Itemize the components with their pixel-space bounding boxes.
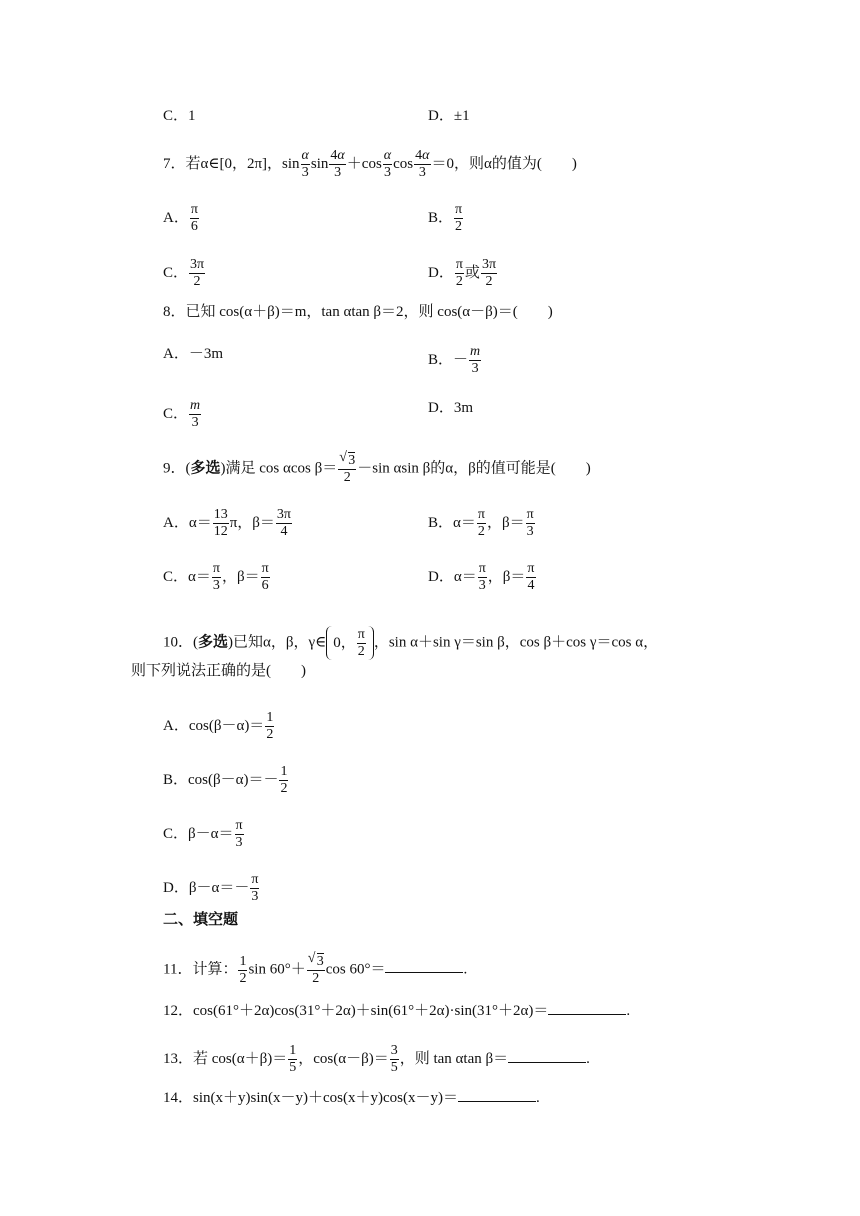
q9-option-d: D．α＝ $\frac{\pi}{3}$ ，β＝ $\frac{\pi}{4}$ bbox=[428, 561, 535, 593]
q9-stem: 9．(多选)满足 cos αcos β＝ √ $\frac{3}{2}$ －sin αsin β的α，β的值可能是( ) bbox=[163, 452, 591, 486]
q9-option-b: B．α＝ $\frac{\pi}{2}$ ，β＝ $\frac{\pi}{3}$ bbox=[428, 507, 534, 539]
interval-bracket: 0， $\frac{\pi}{2}$ bbox=[326, 626, 374, 660]
q10-option-d: D．β－α＝－ $\frac{\pi}{3}$ bbox=[163, 872, 259, 904]
section-heading-fill-in: 二、填空题 bbox=[163, 912, 239, 928]
q10-stem-line1: 10．(多选)已知α，β，γ∈ 0， $\frac{\pi}{2}$ ，sin α＋sin γ＝sin β，cos β＋cos γ＝cos α， bbox=[163, 627, 659, 660]
q9-option-a: A．α＝ $\frac{13}{12}$ π，β＝ $\frac{3\pi}{4}$ bbox=[163, 507, 291, 539]
q7-option-b: B． $\frac{\pi}{2}$ bbox=[428, 202, 463, 234]
answer-blank[interactable] bbox=[385, 958, 463, 973]
q10-option-a: A．cos(β－α)＝ $\frac{1}{2}$ bbox=[163, 710, 274, 742]
q8-option-d: D．3m bbox=[428, 400, 474, 416]
q8-option-a: A．－3m bbox=[163, 346, 224, 362]
q8-stem: 8．已知 cos(α＋β)＝m，tan αtan β＝2，则 cos(α－β)＝( ) bbox=[163, 304, 553, 320]
q9-option-c: C．α＝ $\frac{\pi}{3}$ ，β＝ $\frac{\pi}{6}$ bbox=[163, 561, 269, 593]
q10-option-c: C．β－α＝ $\frac{\pi}{3}$ bbox=[163, 818, 243, 850]
q14: 14．sin(x＋y)sin(x－y)＋cos(x＋y)cos(x－y)＝ . bbox=[163, 1087, 540, 1108]
q10-stem-line2: 则下列说法正确的是( ) bbox=[131, 663, 306, 679]
answer-blank[interactable] bbox=[458, 1087, 536, 1102]
answer-blank[interactable] bbox=[548, 1000, 626, 1015]
q6-option-c: C．1 bbox=[163, 108, 196, 124]
answer-blank[interactable] bbox=[508, 1048, 586, 1063]
q10-option-b: B．cos(β－α)＝－ $\frac{1}{2}$ bbox=[163, 764, 288, 796]
q7-option-d: D． $\frac{\pi}{2}$ 或 $\frac{3\pi}{2}$ bbox=[428, 257, 497, 289]
q6-option-d: D．±1 bbox=[428, 108, 470, 124]
q7-option-c: C． $\frac{3\pi}{2}$ bbox=[163, 257, 205, 289]
q8-option-b: B．－ $\frac{m}{3}$ bbox=[428, 344, 481, 376]
q7-option-a: A． $\frac{\pi}{6}$ bbox=[163, 202, 198, 234]
q11: 11．计算： $\frac{1}{2}$ sin 60°＋ √ $\frac{3}{2}$ cos 60°＝ . bbox=[163, 953, 467, 987]
q8-option-c: C． $\frac{m}{3}$ bbox=[163, 398, 201, 430]
q7-stem: 7．若α∈[0，2π]，sin $\frac{\alpha}{3}$ sin $\frac{4\alpha}{3}$ ＋cos $\frac{\alpha}{3}$ cos $\frac{4\alpha}{3}$ ＝0，则α的值为( ) bbox=[163, 148, 577, 180]
q12: 12．cos(61°＋2α)cos(31°＋2α)＋sin(61°＋2α)·sin(31°＋2α)＝ . bbox=[163, 1000, 630, 1021]
q13: 13．若 cos(α＋β)＝ $\frac{1}{5}$ ，cos(α－β)＝ $\frac{3}{5}$ ，则 tan αtan β＝ . bbox=[163, 1043, 590, 1075]
